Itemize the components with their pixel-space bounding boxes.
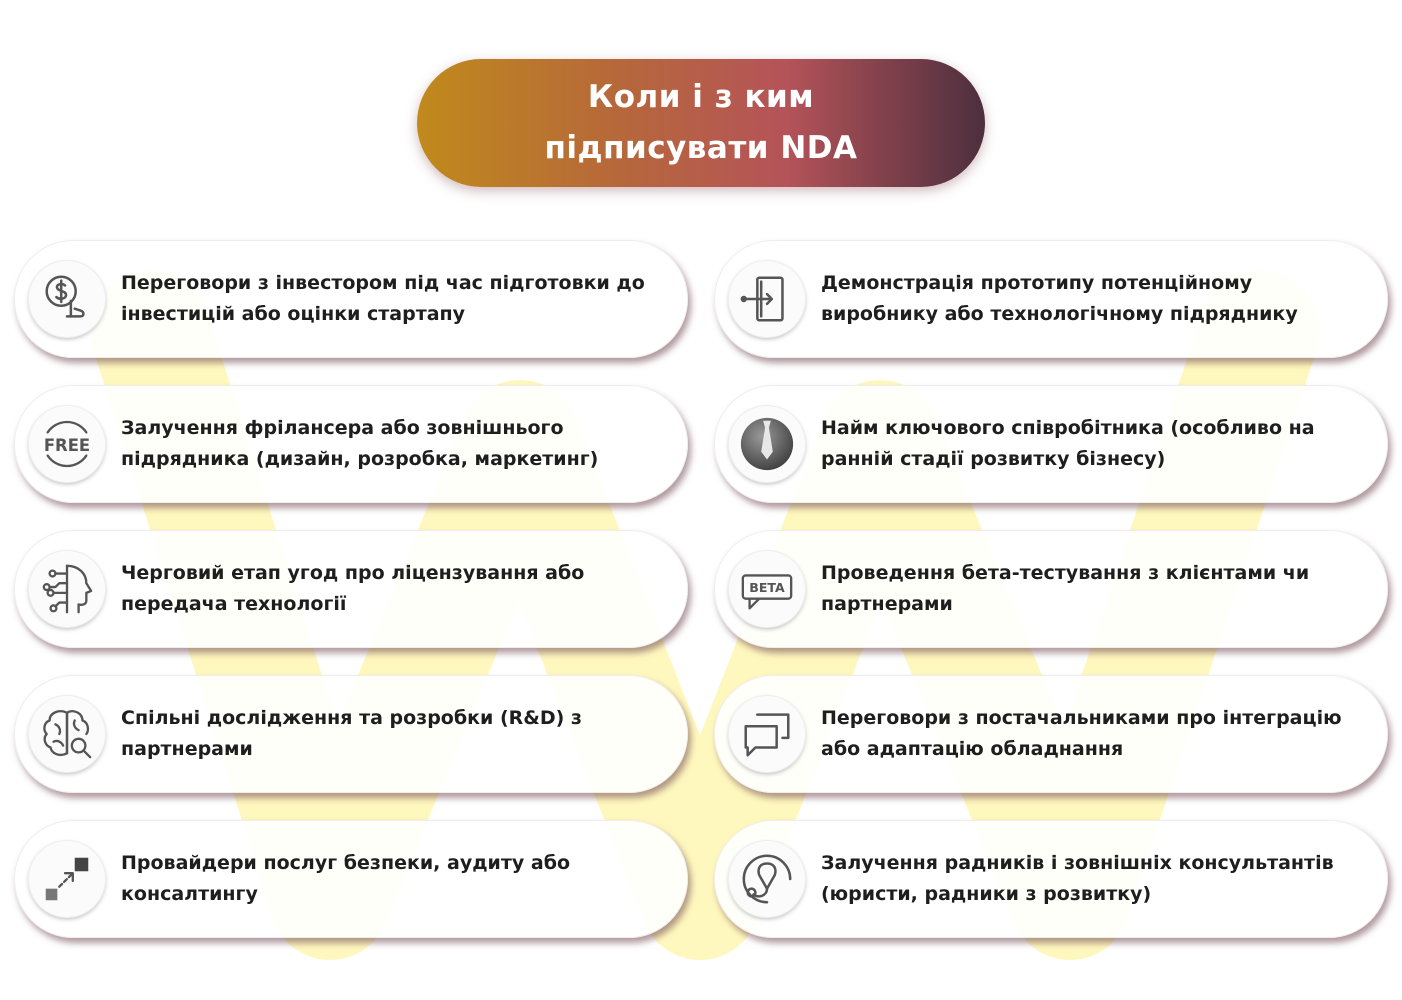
card-security bbox=[14, 820, 688, 938]
card-advisors bbox=[714, 820, 1388, 938]
card-employee bbox=[714, 385, 1388, 503]
card-employee-line-1: Найм ключового співробітника (особливо на bbox=[821, 417, 1315, 439]
free-badge-icon bbox=[29, 406, 105, 482]
chat-bubbles-icon bbox=[729, 696, 805, 772]
card-freelancer-line-1: Залучення фрілансера або зовнішнього bbox=[121, 417, 564, 439]
card-licensing-line-1: Черговий етап угод про ліцензування або bbox=[121, 562, 585, 584]
card-prototype bbox=[714, 240, 1388, 358]
card-beta-line-1: Проведення бета-тестування з клієнтами чи bbox=[821, 562, 1310, 584]
card-advisors-line-1: Залучення радників і зовнішніх консультантів bbox=[821, 852, 1334, 874]
card-employee-line-2: ранній стадії розвитку бізнесу) bbox=[821, 448, 1166, 470]
card-suppliers-line-2: або адаптацію обладнання bbox=[821, 738, 1124, 760]
brain-search-icon bbox=[29, 696, 105, 772]
card-licensing bbox=[14, 530, 688, 648]
card-suppliers bbox=[714, 675, 1388, 793]
necktie-icon bbox=[729, 406, 805, 482]
card-security-line-2: консалтингу bbox=[121, 883, 258, 905]
svg-text:FREE: FREE bbox=[43, 435, 91, 455]
card-freelancer-line-2: підрядника (дизайн, розробка, маркетинг) bbox=[121, 448, 599, 470]
beta-badge-text: BETA bbox=[749, 579, 785, 595]
money-hand-icon bbox=[29, 261, 105, 337]
title-line-1: Коли і з ким bbox=[587, 79, 815, 115]
card-prototype-line-2: виробнику або технологічному підряднику bbox=[821, 303, 1298, 325]
card-prototype-line-1: Демонстрація прототипу потенційному bbox=[821, 272, 1253, 294]
card-investors-line-1: Переговори з інвестором під час підготовки до bbox=[121, 272, 645, 294]
card-licensing-line-2: передача технології bbox=[121, 593, 347, 615]
card-beta-line-2: партнерами bbox=[821, 593, 953, 615]
card-rnd-line-2: партнерами bbox=[121, 738, 253, 760]
card-suppliers-line-1: Переговори з постачальниками про інтеграцію bbox=[821, 707, 1342, 729]
scale-arrow-icon bbox=[29, 841, 105, 917]
title-banner bbox=[417, 59, 985, 187]
card-rnd bbox=[14, 675, 688, 793]
card-freelancer bbox=[14, 385, 688, 503]
card-advisors-line-2: (юристи, радники з розвитку) bbox=[821, 883, 1152, 905]
door-enter-icon bbox=[729, 261, 805, 337]
card-investors bbox=[14, 240, 688, 358]
title-line-2: підписувати NDA bbox=[544, 130, 858, 166]
card-security-line-1: Провайдери послуг безпеки, аудиту або bbox=[121, 852, 571, 874]
ai-head-icon bbox=[29, 551, 105, 627]
beta-badge-icon bbox=[729, 551, 805, 627]
card-beta bbox=[714, 530, 1388, 648]
card-investors-line-2: інвестицій або оцінки стартапу bbox=[121, 303, 466, 325]
stethoscope-icon bbox=[729, 841, 805, 917]
card-rnd-line-1: Спільні дослідження та розробки (R&D) з bbox=[121, 707, 582, 729]
